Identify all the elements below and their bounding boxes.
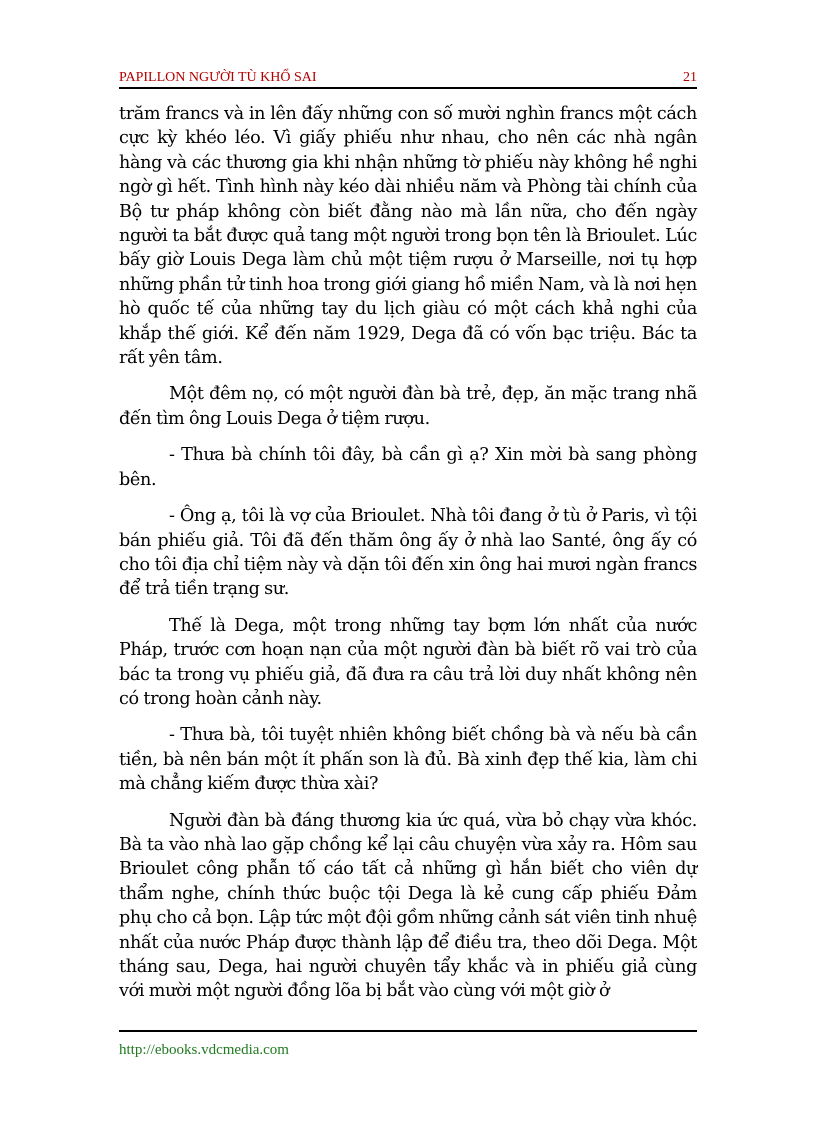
paragraph: - Ông ạ, tôi là vợ của Brioulet. Nhà tôi đang ở tù ở Paris, vì tội bán phiếu giả. Tôi đã đến thăm ông ấy ở nhà lao Santé, ông ấy có cho tôi địa chỉ tiệm này và dặn tôi đến xin ông hai mươi ngàn francs để trả tiền trạng sư. <box>119 506 697 600</box>
paragraph: - Thưa bà chính tôi đây, bà cần gì ạ? Xin mời bà sang phòng bên. <box>119 445 697 490</box>
paragraph: trăm francs và in lên đấy những con số mười nghìn francs một cách cực kỳ khéo léo. Vì giấy phiếu như nhau, cho nên các nhà ngân hàng và các thương gia khi nhận những tờ phiếu này không hề nghi ngờ gì hết. Tình hình này kéo dài nhiều năm và Phòng tài chính của Bộ tư pháp không còn biết đằng nào mà lần nữa, cho đến ngày người ta bắt được quả tang một người trong bọn tên là Brioulet. Lúc bấy giờ Louis Dega làm chủ một tiệm rượu ở Marseille, nơi tụ hợp những phần tử tinh hoa trong giới giang hồ miền Nam, và là nơi hẹn hò quốc tế của những tay du lịch giàu có một cách khả nghi của khắp thế giới. Kể đến năm 1929, Dega đã có vốn bạc triệu. Bác ta rất yên tâm. <box>119 104 697 369</box>
paragraph: - Thưa bà, tôi tuyệt nhiên không biết chồng bà và nếu bà cần tiền, bà nên bán một ít phấn son là đủ. Bà xinh đẹp thế kia, làm chi mà chẳng kiếm được thừa xài? <box>119 725 697 795</box>
running-header <box>119 64 697 86</box>
paragraph: Một đêm nọ, có một người đàn bà trẻ, đẹp, ăn mặc trang nhã đến tìm ông Louis Dega ở tiệm rượu. <box>119 384 697 429</box>
paragraph: Người đàn bà đáng thương kia ức quá, vừa bỏ chạy vừa khóc. Bà ta vào nhà lao gặp chồng kể lại câu chuyện vừa xảy ra. Hôm sau Brioulet công phẫn tố cáo tất cả những gì hắn biết cho viên dự thẩm nghe, chính thức buộc tội Dega là kẻ cung cấp phiếu Đảm phụ cho cả bọn. Lập tức một đội gồm những cảnh sát viên tinh nhuệ nhất của nước Pháp được thành lập để điều tra, theo dõi Dega. Một tháng sau, Dega, hai người chuyên tẩy khắc và in phiếu giả cùng với mười một người đồng lõa bị bắt vào cùng với một giờ ở <box>119 810 697 1002</box>
footer-link[interactable]: http://ebooks.vdcmedia.com <box>119 1042 289 1058</box>
paragraph: Thế là Dega, một trong những tay bợm lớn nhất của nước Pháp, trước cơn hoạn nạn của một người đàn bà biết rõ vai trò của bác ta trong vụ phiếu giả, đã đưa ra câu trả lời duy nhất không nên có trong hoàn cảnh này. <box>119 615 697 709</box>
footer-divider <box>119 1030 697 1032</box>
page-number: 21 <box>683 70 697 85</box>
body-text <box>119 102 697 1016</box>
header-divider <box>119 87 697 89</box>
book-title: PAPILLON NGƯỜI TÙ KHỔ SAI <box>119 70 317 85</box>
